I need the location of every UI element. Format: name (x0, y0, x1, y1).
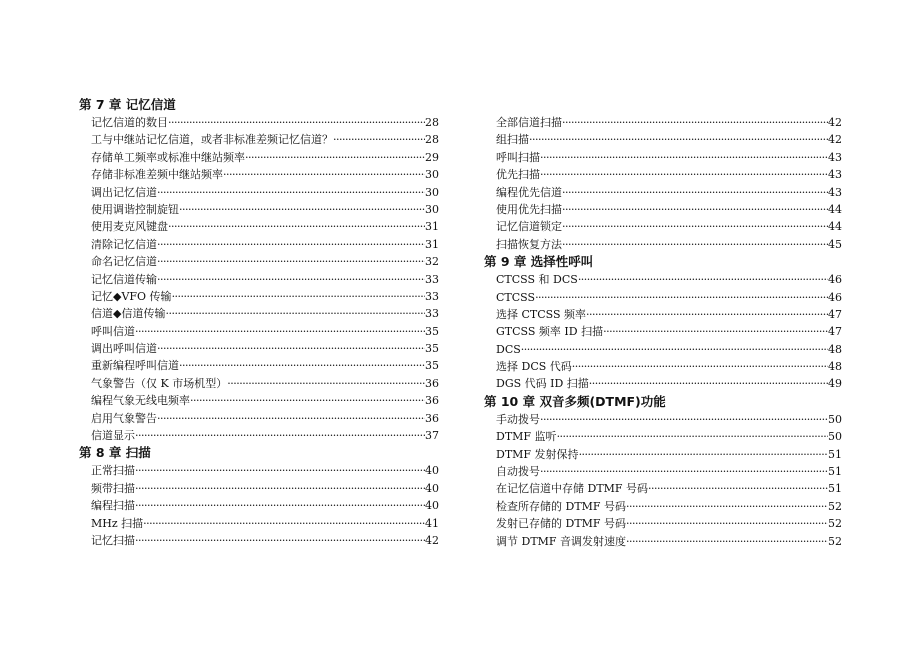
toc-entry[interactable] (79, 184, 439, 201)
toc-entry[interactable] (79, 218, 439, 235)
toc-entry-title: 存储单工频率或标准中继站频率 (91, 150, 245, 164)
toc-entry-page-number: 42 (425, 533, 439, 547)
toc-entry[interactable] (79, 427, 439, 444)
toc-entry[interactable] (79, 149, 439, 166)
toc-entry-page-number: 52 (828, 499, 842, 513)
toc-entry-title: 重新编程呼叫信道 (91, 359, 179, 373)
chapter-heading: 第 10 章 双音多频(DTMF)功能 (484, 393, 666, 409)
toc-entry[interactable] (79, 201, 439, 218)
toc-right-column (484, 114, 842, 550)
dot-leader (168, 218, 425, 235)
toc-entry[interactable] (79, 497, 439, 514)
toc-entry-page-number: 46 (828, 273, 842, 287)
toc-entry[interactable] (484, 498, 842, 515)
toc-entry[interactable] (79, 375, 439, 392)
toc-entry[interactable] (484, 533, 842, 550)
dot-leader (626, 498, 828, 515)
toc-entry-page-number: 47 (828, 325, 842, 339)
dot-leader (223, 166, 425, 183)
toc-entry[interactable] (79, 271, 439, 288)
toc-entry-title: MHz 扫描 (91, 516, 144, 530)
toc-entry[interactable] (79, 323, 439, 340)
toc-entry-title: 记忆信道锁定 (496, 220, 562, 234)
dot-leader (172, 288, 425, 305)
toc-entry[interactable] (484, 463, 842, 480)
toc-entry-title: DGS 代码 ID 扫描 (496, 377, 589, 391)
dot-leader (535, 289, 828, 306)
toc-entry-page-number: 43 (828, 168, 842, 182)
dot-leader (540, 411, 828, 428)
toc-entry[interactable] (79, 410, 439, 427)
toc-entry-page-number: 31 (425, 237, 439, 251)
toc-entry-page-number: 48 (828, 360, 842, 374)
toc-entry-page-number: 49 (828, 377, 842, 391)
toc-entry-title: 手动拨号 (496, 412, 540, 426)
toc-entry-title: 使用麦克风键盘 (91, 220, 168, 234)
toc-entry[interactable] (79, 532, 439, 549)
dot-leader (540, 149, 828, 166)
toc-entry-page-number: 40 (425, 481, 439, 495)
toc-entry-title: 信道显示 (91, 429, 135, 443)
toc-entry-title: 选择 CTCSS 频率 (496, 307, 587, 321)
toc-entry[interactable] (79, 340, 439, 357)
toc-entry-page-number: 50 (828, 412, 842, 426)
toc-entry-title: 检查所存储的 DTMF 号码 (496, 499, 627, 513)
toc-entry-title: 信道◆信道传输 (91, 307, 166, 321)
dot-leader (529, 131, 828, 148)
dot-leader (190, 392, 425, 409)
dot-leader (157, 410, 425, 427)
toc-entry-title: 在记忆信道中存储 DTMF 号码 (496, 482, 649, 496)
toc-entry-page-number: 30 (425, 185, 439, 199)
toc-entry-title: 编程优先信道 (496, 185, 562, 199)
dot-leader (562, 236, 828, 253)
toc-entry-title: 工与中继站记忆信道，或者非标准差频记忆信道？ (91, 133, 333, 147)
toc-entry-page-number: 45 (828, 237, 842, 251)
toc-entry-page-number: 52 (828, 517, 842, 531)
toc-entry-title: 呼叫信道 (91, 324, 135, 338)
dot-leader (245, 149, 425, 166)
toc-entry[interactable] (484, 375, 842, 392)
toc-entry-title: 气象警告（仅 K 市场机型） (91, 376, 228, 390)
toc-entry-title: 优先扫描 (496, 168, 540, 182)
dot-leader (557, 428, 828, 445)
dot-leader (540, 166, 828, 183)
toc-entry-page-number: 36 (425, 376, 439, 390)
dot-leader (227, 375, 425, 392)
toc-entry-page-number: 37 (425, 429, 439, 443)
toc-left-column (79, 96, 439, 549)
dot-leader (578, 271, 828, 288)
toc-entry-title: 自动拨号 (496, 465, 540, 479)
toc-entry[interactable] (484, 289, 842, 306)
dot-leader (579, 446, 828, 463)
toc-entry[interactable] (484, 131, 842, 148)
toc-entry-title: DTMF 发射保持 (496, 447, 579, 461)
toc-entry[interactable] (484, 358, 842, 375)
dot-leader (135, 323, 425, 340)
toc-entry-page-number: 40 (425, 464, 439, 478)
toc-entry-title: 全部信道扫描 (496, 116, 562, 129)
toc-entry-page-number: 51 (828, 447, 842, 461)
toc-entry-title: GTCSS 频率 ID 扫描 (496, 325, 604, 339)
toc-entry[interactable] (484, 218, 842, 235)
toc-entry-title: 发射已存储的 DTMF 号码 (496, 517, 627, 531)
toc-entry-title: 记忆扫描 (91, 533, 135, 547)
toc-entry-page-number: 44 (828, 220, 842, 234)
chapter-heading: 第 7 章 记忆信道 (79, 97, 176, 112)
toc-entry[interactable] (484, 480, 842, 497)
toc-entry-page-number: 36 (425, 411, 439, 425)
dot-leader (572, 358, 828, 375)
dot-leader (562, 114, 828, 131)
toc-entry-title: 使用调谐控制旋钮 (91, 202, 179, 216)
toc-entry-title: 清除记忆信道 (91, 237, 157, 251)
toc-entry-title: DTMF 监听 (496, 430, 557, 444)
toc-entry[interactable] (79, 288, 439, 305)
toc-entry-page-number: 35 (425, 342, 439, 356)
toc-entry-page-number: 33 (425, 307, 439, 321)
toc-entry-page-number: 30 (425, 202, 439, 216)
toc-entry[interactable] (484, 428, 842, 445)
toc-entry[interactable] (484, 446, 842, 463)
toc-entry[interactable] (79, 114, 439, 131)
dot-leader (333, 131, 425, 148)
dot-leader (562, 201, 828, 218)
dot-leader (135, 427, 425, 444)
toc-entry-page-number: 35 (425, 359, 439, 373)
dot-leader (626, 515, 828, 532)
toc-entry-page-number: 50 (828, 430, 842, 444)
dot-leader (165, 305, 425, 322)
dot-leader (562, 184, 828, 201)
toc-entry-page-number: 28 (425, 133, 439, 147)
toc-entry-title: 编程扫描 (91, 499, 135, 513)
dot-leader (626, 533, 828, 550)
chapter-heading: 第 8 章 扫描 (79, 445, 151, 461)
toc-entry[interactable] (484, 236, 842, 253)
toc-entry[interactable] (79, 305, 439, 322)
chapter-heading: 第 9 章 选择性呼叫 (484, 254, 594, 270)
toc-entry[interactable] (79, 392, 439, 409)
toc-entry[interactable] (79, 357, 439, 374)
dot-leader (157, 184, 425, 201)
toc-entry[interactable] (484, 306, 842, 323)
dot-leader (586, 306, 828, 323)
toc-entry-page-number: 28 (425, 116, 439, 129)
toc-entry-title: 启用气象警告 (91, 411, 157, 425)
toc-entry-title: 频带扫描 (91, 481, 135, 495)
toc-entry[interactable] (484, 323, 842, 340)
toc-entry-title: CTCSS 和 DCS (496, 273, 578, 287)
toc-entry-page-number: 47 (828, 307, 842, 321)
dot-leader (135, 532, 425, 549)
toc-entry-title: 记忆◆VFO 传输 (91, 289, 172, 303)
dot-leader (521, 341, 828, 358)
toc-entry-page-number: 43 (828, 150, 842, 164)
dot-leader (589, 375, 828, 392)
toc-entry-page-number: 41 (425, 516, 439, 530)
toc-entry-page-number: 51 (828, 465, 842, 479)
dot-leader (135, 462, 425, 479)
toc-entry-page-number: 44 (828, 202, 842, 216)
toc-entry[interactable] (484, 515, 842, 532)
toc-entry[interactable] (79, 253, 439, 270)
toc-entry-page-number: 40 (425, 499, 439, 513)
toc-entry[interactable] (484, 411, 842, 428)
toc-entry[interactable] (484, 271, 842, 288)
toc-entry-title: 记忆信道的数目 (91, 116, 168, 129)
toc-entry[interactable] (484, 341, 842, 358)
toc-entry-title: CTCSS (496, 290, 536, 304)
toc-entry-title: 命名记忆信道 (91, 255, 157, 269)
toc-entry-title: 组扫描 (496, 133, 529, 147)
toc-entry[interactable] (79, 462, 439, 479)
toc-entry-page-number: 35 (425, 324, 439, 338)
toc-entry[interactable] (79, 166, 439, 183)
toc-entry-page-number: 42 (828, 116, 842, 129)
toc-entry[interactable] (79, 131, 439, 148)
toc-entry-page-number: 32 (425, 255, 439, 269)
toc-entry-title: 存储非标准差频中继站频率 (91, 168, 223, 182)
toc-entry-page-number: 29 (425, 150, 439, 164)
toc-entry-title: 记忆信道传输 (91, 272, 157, 286)
toc-entry-page-number: 46 (828, 290, 842, 304)
dot-leader (135, 480, 425, 497)
dot-leader (157, 236, 425, 253)
dot-leader (135, 497, 425, 514)
toc-entry-page-number: 30 (425, 168, 439, 182)
toc-entry-page-number: 51 (828, 482, 842, 496)
toc-entry-title: DCS (496, 342, 521, 356)
toc-entry-page-number: 31 (425, 220, 439, 234)
toc-entry-page-number: 42 (828, 133, 842, 147)
toc-entry-page-number: 36 (425, 394, 439, 408)
toc-entry[interactable] (484, 149, 842, 166)
toc-entry-title: 正常扫描 (91, 464, 135, 478)
dot-leader (143, 515, 425, 532)
toc-entry-title: 调出记忆信道 (91, 185, 157, 199)
toc-entry[interactable] (79, 515, 439, 532)
toc-entry-title: 调出呼叫信道 (91, 342, 157, 356)
toc-entry-page-number: 43 (828, 185, 842, 199)
toc-entry[interactable] (79, 236, 439, 253)
toc-entry-page-number: 33 (425, 272, 439, 286)
dot-leader (648, 480, 828, 497)
toc-entry-title: 呼叫扫描 (496, 150, 540, 164)
dot-leader (179, 201, 425, 218)
toc-entry[interactable] (484, 201, 842, 218)
toc-entry-title: 调节 DTMF 音调发射速度 (496, 534, 627, 548)
dot-leader (157, 253, 425, 270)
dot-leader (157, 271, 425, 288)
dot-leader (603, 323, 828, 340)
toc-entry-title: 选择 DCS 代码 (496, 360, 572, 374)
toc-entry-title: 使用优先扫描 (496, 202, 562, 216)
toc-entry-page-number: 52 (828, 534, 842, 548)
dot-leader (540, 463, 828, 480)
toc-entry-page-number: 48 (828, 342, 842, 356)
toc-entry[interactable] (484, 166, 842, 183)
dot-leader (179, 357, 425, 374)
toc-entry[interactable] (484, 184, 842, 201)
toc-entry[interactable] (79, 480, 439, 497)
dot-leader (157, 340, 425, 357)
toc-entry-title: 扫描恢复方法 (496, 237, 562, 251)
toc-entry-title: 编程气象无线电频率 (91, 394, 190, 408)
toc-entry-page-number: 33 (425, 289, 439, 303)
dot-leader (562, 218, 828, 235)
dot-leader (168, 114, 425, 131)
toc-entry[interactable] (484, 114, 842, 131)
